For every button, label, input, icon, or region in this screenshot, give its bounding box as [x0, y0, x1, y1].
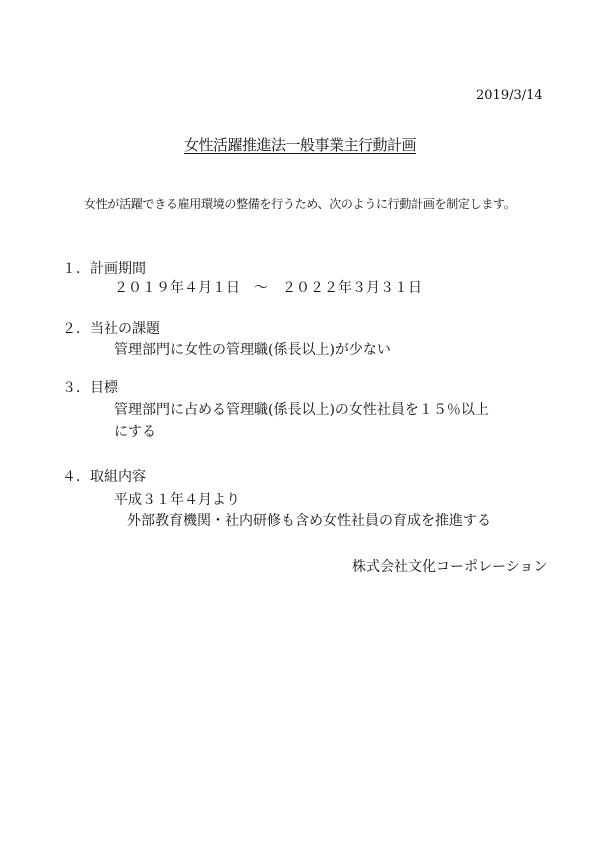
section-line-plan-period: ２０１９年４月１日 ～ ２０２２年３月３１日: [114, 280, 422, 296]
section-line-issue: 管理部門に女性の管理職(係長以上)が少ない: [114, 342, 391, 358]
section-heading-goal: ３．目標: [62, 380, 118, 396]
company-name: 株式会社文化コーポレーション: [352, 559, 548, 575]
section-line-initiatives-1: 平成３１年４月より: [114, 492, 240, 508]
section-heading-initiatives: ４．取組内容: [62, 469, 146, 485]
document-title: 女性活躍推進法一般事業主行動計画: [183, 136, 416, 154]
section-line-goal-1: 管理部門に占める管理職(係長以上)の女性社員を１５％以上: [114, 402, 489, 418]
section-line-goal-2: にする: [114, 424, 156, 440]
intro-paragraph: 女性が活躍できる雇用環境の整備を行うため、次のように行動計画を制定します。: [84, 197, 516, 211]
document-date: 2019/3/14: [476, 88, 543, 103]
section-line-initiatives-2: 外部教育機関・社内研修も含め女性社員の育成を推進する: [127, 513, 491, 529]
section-heading-issue: ２．当社の課題: [62, 321, 160, 337]
section-heading-plan-period: １．計画期間: [62, 261, 146, 277]
